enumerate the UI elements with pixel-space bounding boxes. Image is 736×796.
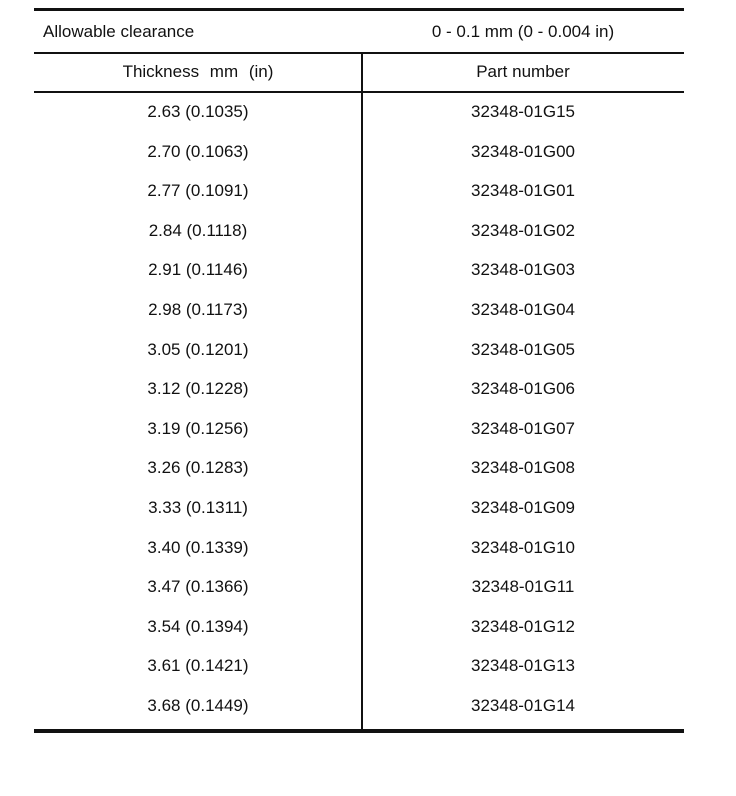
table-row [34, 219, 684, 259]
thickness-cell: 3.05 (0.1201) [147, 339, 249, 359]
part-number-cell: 32348-01G05 [471, 339, 575, 359]
thickness-cell: 3.68 (0.1449) [147, 695, 249, 715]
table-row [34, 179, 684, 219]
part-number-cell: 32348-01G01 [471, 181, 575, 201]
table-row [34, 258, 684, 298]
thickness-cell: 3.33 (0.1311) [148, 497, 248, 517]
table-row [34, 575, 684, 615]
thickness-cell: 3.12 (0.1228) [147, 379, 249, 399]
thickness-cell: 2.91 (0.1146) [148, 260, 248, 280]
header-divider [34, 91, 684, 93]
part-number-cell: 32348-01G07 [471, 418, 575, 438]
thickness-cell: 2.77 (0.1091) [147, 181, 249, 201]
part-number-cell: 32348-01G11 [471, 577, 575, 597]
bottom-rule [34, 729, 684, 733]
part-number-cell: 32348-01G14 [471, 695, 575, 715]
thickness-cell: 3.40 (0.1339) [147, 537, 249, 557]
clearance-divider [34, 52, 684, 54]
table-row [34, 654, 684, 694]
table-row [34, 496, 684, 536]
part-number-cell: 32348-01G06 [471, 379, 575, 399]
thickness-cell: 3.26 (0.1283) [147, 458, 249, 478]
part-number-cell: 32348-01G13 [471, 656, 575, 676]
allowable-clearance-label: Allowable clearance [43, 22, 195, 41]
shim-selection-table [34, 8, 684, 733]
thickness-cell: 3.19 (0.1256) [147, 418, 249, 438]
part-number-cell: 32348-01G08 [471, 458, 575, 478]
part-number-cell: 32348-01G02 [471, 220, 575, 240]
thickness-cell: 3.54 (0.1394) [147, 616, 249, 636]
part-number-cell: 32348-01G03 [471, 260, 575, 280]
table-row [34, 694, 684, 734]
table-row [34, 377, 684, 417]
top-rule [34, 8, 684, 11]
allowable-clearance-value: 0 - 0.1 mm (0 - 0.004 in) [431, 22, 615, 41]
part-number-cell: 32348-01G00 [471, 141, 575, 161]
table-row [34, 536, 684, 576]
table-row [34, 615, 684, 655]
thickness-cell: 2.70 (0.1063) [147, 141, 249, 161]
thickness-cell: 3.61 (0.1421) [147, 656, 249, 676]
part-number-cell: 32348-01G12 [471, 616, 575, 636]
part-number-cell: 32348-01G10 [471, 537, 575, 557]
part-number-cell: 32348-01G04 [471, 299, 575, 319]
thickness-cell: 2.98 (0.1173) [148, 299, 248, 319]
column-header-part-number: Part number [476, 62, 570, 81]
table-row [34, 417, 684, 457]
table-row [34, 456, 684, 496]
part-number-cell: 32348-01G15 [471, 102, 575, 121]
thickness-cell: 3.47 (0.1366) [147, 577, 249, 597]
table-body [34, 100, 684, 734]
part-number-cell: 32348-01G09 [471, 497, 575, 517]
thickness-cell: 2.84 (0.1118) [148, 220, 248, 240]
thickness-cell: 2.63 (0.1035) [147, 102, 249, 121]
table-row [34, 140, 684, 180]
table-row [34, 298, 684, 338]
table-row [34, 338, 684, 378]
column-header-thickness: Thickness mm (in) [122, 62, 274, 81]
table-row [34, 100, 684, 140]
